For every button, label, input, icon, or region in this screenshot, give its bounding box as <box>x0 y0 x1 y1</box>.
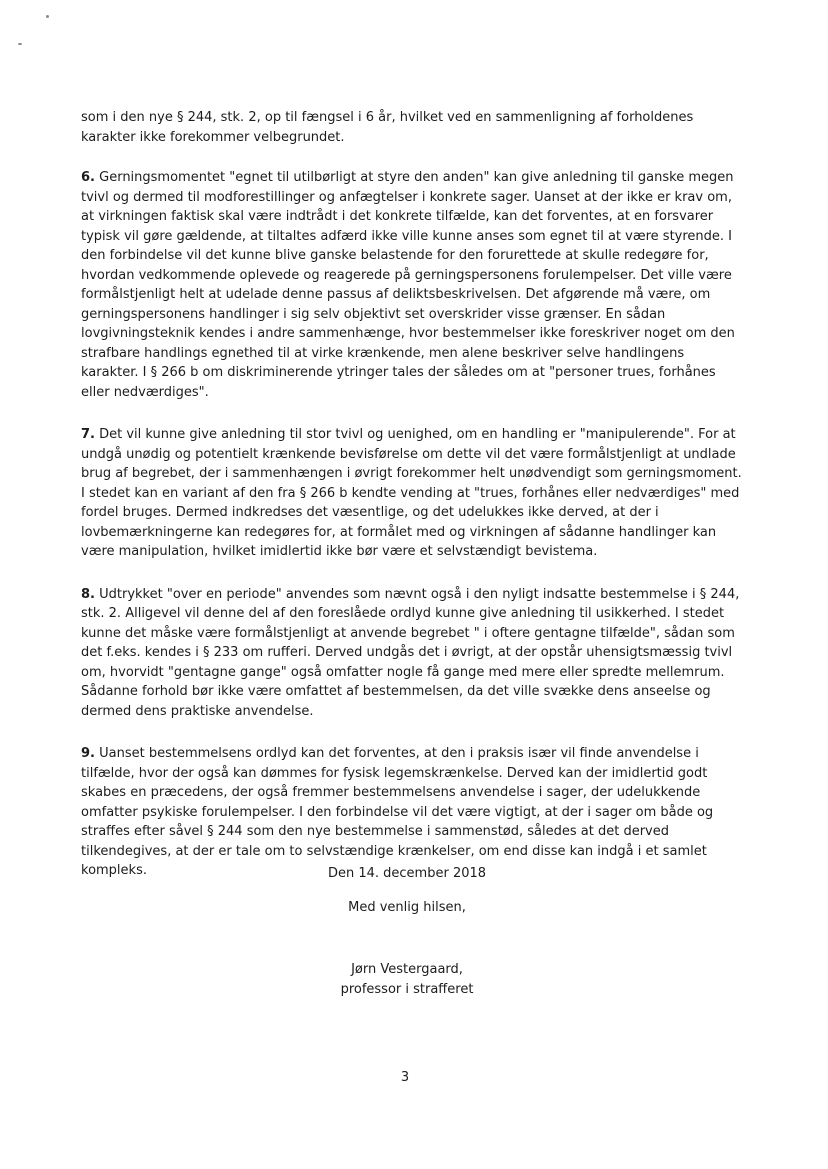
section-number: 7. <box>81 427 95 442</box>
letter-body <box>81 108 745 904</box>
section-text: Det vil kunne give anledning til stor tvivl og uenighed, om en handling er "manipulerende". For at undgå unødig og potentielt krænkende bevisførelse om dette vil det være formålstjenligt at undlade brug af begrebet, der i sammenhængen i øvrigt forekommer helt unødvendigt som gerningsmoment. I stedet kan en variant af den fra § 266 b kendte vending at "trues, forhånes eller nedværdiges" med fordel bruges. Dermed indkredses det væsentlige, og det udelukkes ikke derved, at der i lovbemærkningerne kan redegøres for, at formålet med og virkningen af sådanne handlinger kan være manipulation, hvilket imidlertid ikke bør være et selvstændigt bevistema. <box>81 427 742 559</box>
section-8 <box>81 585 745 722</box>
page-number: 3 <box>400 1070 410 1085</box>
section-6 <box>81 168 745 402</box>
signatory-name: Jørn Vestergaard, <box>351 962 463 977</box>
closing-greeting <box>300 898 514 918</box>
section-9 <box>81 744 745 881</box>
section-text: Udtrykket "over en periode" anvendes som nævnt også i den nyligt indsatte bestemmelse i § 244, stk. 2. Alligevel vil denne del af den foreslåede ordlyd kunne give anledning til usikkerhed. I stedet kunne det måske være formålstjenligt at anvende begrebet " i oftere gentagne tilfælde", sådan som det f.eks. kendes i § 233 om rufferi. Derved undgås det i øvrigt, at der opstår uhensigtsmæssig tvivl om, hvorvidt "gentagne gange" også omfatter nogle få gange med mere eller spredte mellemrum. Sådanne forhold bør ikke være omfattet af bestemmelsen, da det ville svække dens anseelse og dermed dens praktiske anvendelse. <box>81 586 740 719</box>
section-number: 8. <box>81 586 95 602</box>
scan-speck <box>18 43 22 45</box>
section-7 <box>81 425 745 562</box>
continuation-paragraph <box>81 108 745 147</box>
section-number: 9. <box>81 746 95 761</box>
signature-block <box>300 960 514 999</box>
section-text: Uanset bestemmelsens ordlyd kan det forventes, at den i praksis især vil finde anvendelse i tilfælde, hvor der også kan dømmes for fysisk legemskrænkelse. Derved kan der imidlertid godt skabes en præcedens, der også fremmer bestemmelsens anvendelse i sager, der udelukkende omfatter psykiske forulempelser. I den forbindelse vil det være vigtigt, at der i sager om både og straffes efter såvel § 244 som den nye bestemmelse i sammenstød, således at det derved tilkendegives, at der er tale om to selvstændige krænkelser, om end disse kan indgå i et samlet kompleks. <box>81 746 714 878</box>
section-text: Gerningsmomentet "egnet til utilbørligt at styre den anden" kan give anledning til ganske megen tvivl og dermed til modforestillinger og anfægtelser i konkrete sager. Uanset at der ikke er krav om, at virkningen faktisk skal være indtrådt i det konkrete tilfælde, kan det forventes, at en forsvarer typisk vil gøre gældende, at tiltaltes adfærd ikke ville kunne anses som egnet til at være styrende. I den forbindelse vil det kunne blive ganske belastende for den forurettede at skulle redegøre for, hvordan vedkommende oplevede og reagerede på gerningspersonens forulempelser. Det ville være formålstjenligt helt at udelade denne passus af deliktsbeskrivelsen. Det afgørende må være, om gerningspersonens handlinger i sig selv objektivt set overskrider visse grænser. En sådan lovgivningsteknik kendes i andre sammenhænge, hvor bestemmelser ikke foreskriver noget om den strafbare handlings egnethed til at virke krænkende, men alene beskriver selve handlingens karakter. I § 266 b om diskriminerende ytringer tales der således om at "personer trues, forhånes eller nedværdiges". <box>81 170 735 400</box>
paragraph-text: som i den nye § 244, stk. 2, op til fængsel i 6 år, hvilket ved en sammenligning af forholdenes karakter ikke forekommer velbegrundet. <box>81 110 694 145</box>
closing-date <box>300 864 514 884</box>
greeting-line: Med venlig hilsen, <box>348 900 466 915</box>
signatory-title: professor i strafferet <box>340 981 474 997</box>
scan-speck <box>46 15 49 18</box>
section-number: 6. <box>81 170 95 185</box>
date-line: Den 14. december 2018 <box>327 866 487 881</box>
